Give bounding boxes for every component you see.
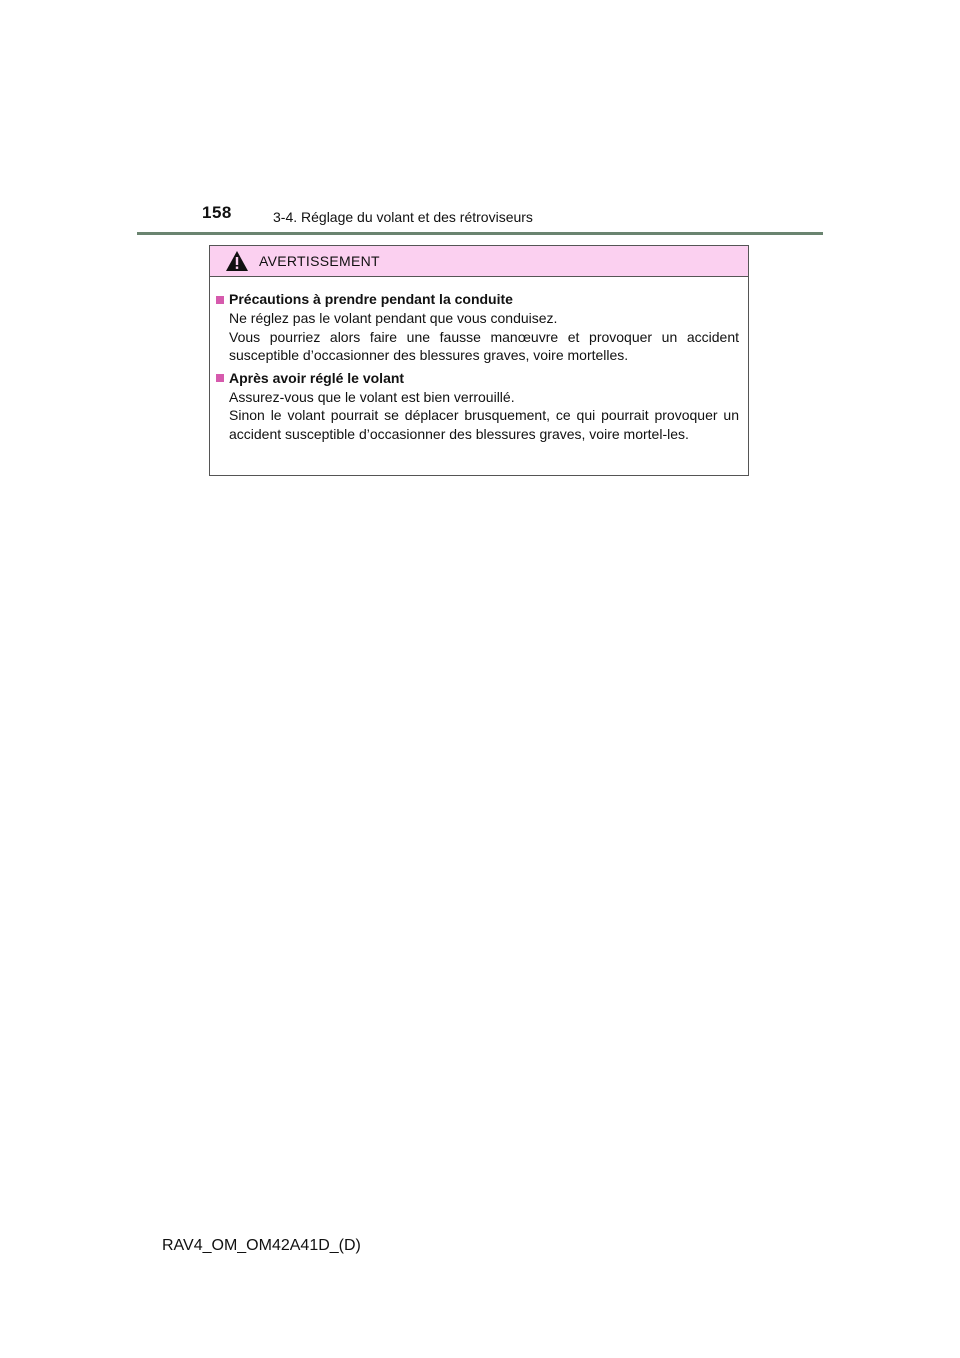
item-heading xyxy=(216,290,739,309)
item-heading-text: Après avoir réglé le volant xyxy=(229,369,405,386)
square-bullet-icon xyxy=(216,296,224,304)
item-paragraph: Vous pourriez alors faire une fausse manœuvre et provoquer un accident susceptible d’occasionner des blessures graves, voire mortelles. xyxy=(229,328,739,363)
warning-item xyxy=(216,369,739,444)
item-text xyxy=(229,309,739,365)
warning-triangle-icon xyxy=(225,250,249,272)
item-paragraph: Ne réglez pas le volant pendant que vous conduisez. xyxy=(229,310,558,326)
page-number: 158 xyxy=(202,203,232,222)
warning-body xyxy=(210,277,748,443)
warning-item xyxy=(216,290,739,365)
item-heading-text: Précautions à prendre pendant la conduite xyxy=(229,291,513,307)
item-text xyxy=(229,388,739,444)
item-paragraph: Assurez-vous que le volant est bien verrouillé. xyxy=(229,388,515,405)
header-rule xyxy=(137,232,823,235)
item-paragraph: Sinon le volant pourrait se déplacer brusquement, ce qui pourrait provoquer un accident susceptible d’occasionner des blessures graves, voire mortel-les. xyxy=(229,407,739,442)
footer-code: RAV4_OM_OM42A41D_(D) xyxy=(162,1237,361,1254)
warning-header xyxy=(210,246,748,277)
warning-title: AVERTISSEMENT xyxy=(259,253,380,269)
warning-box xyxy=(209,245,749,476)
item-heading xyxy=(216,369,739,388)
square-bullet-icon xyxy=(216,374,224,382)
section-title: 3-4. Réglage du volant et des rétroviseurs xyxy=(273,209,533,225)
